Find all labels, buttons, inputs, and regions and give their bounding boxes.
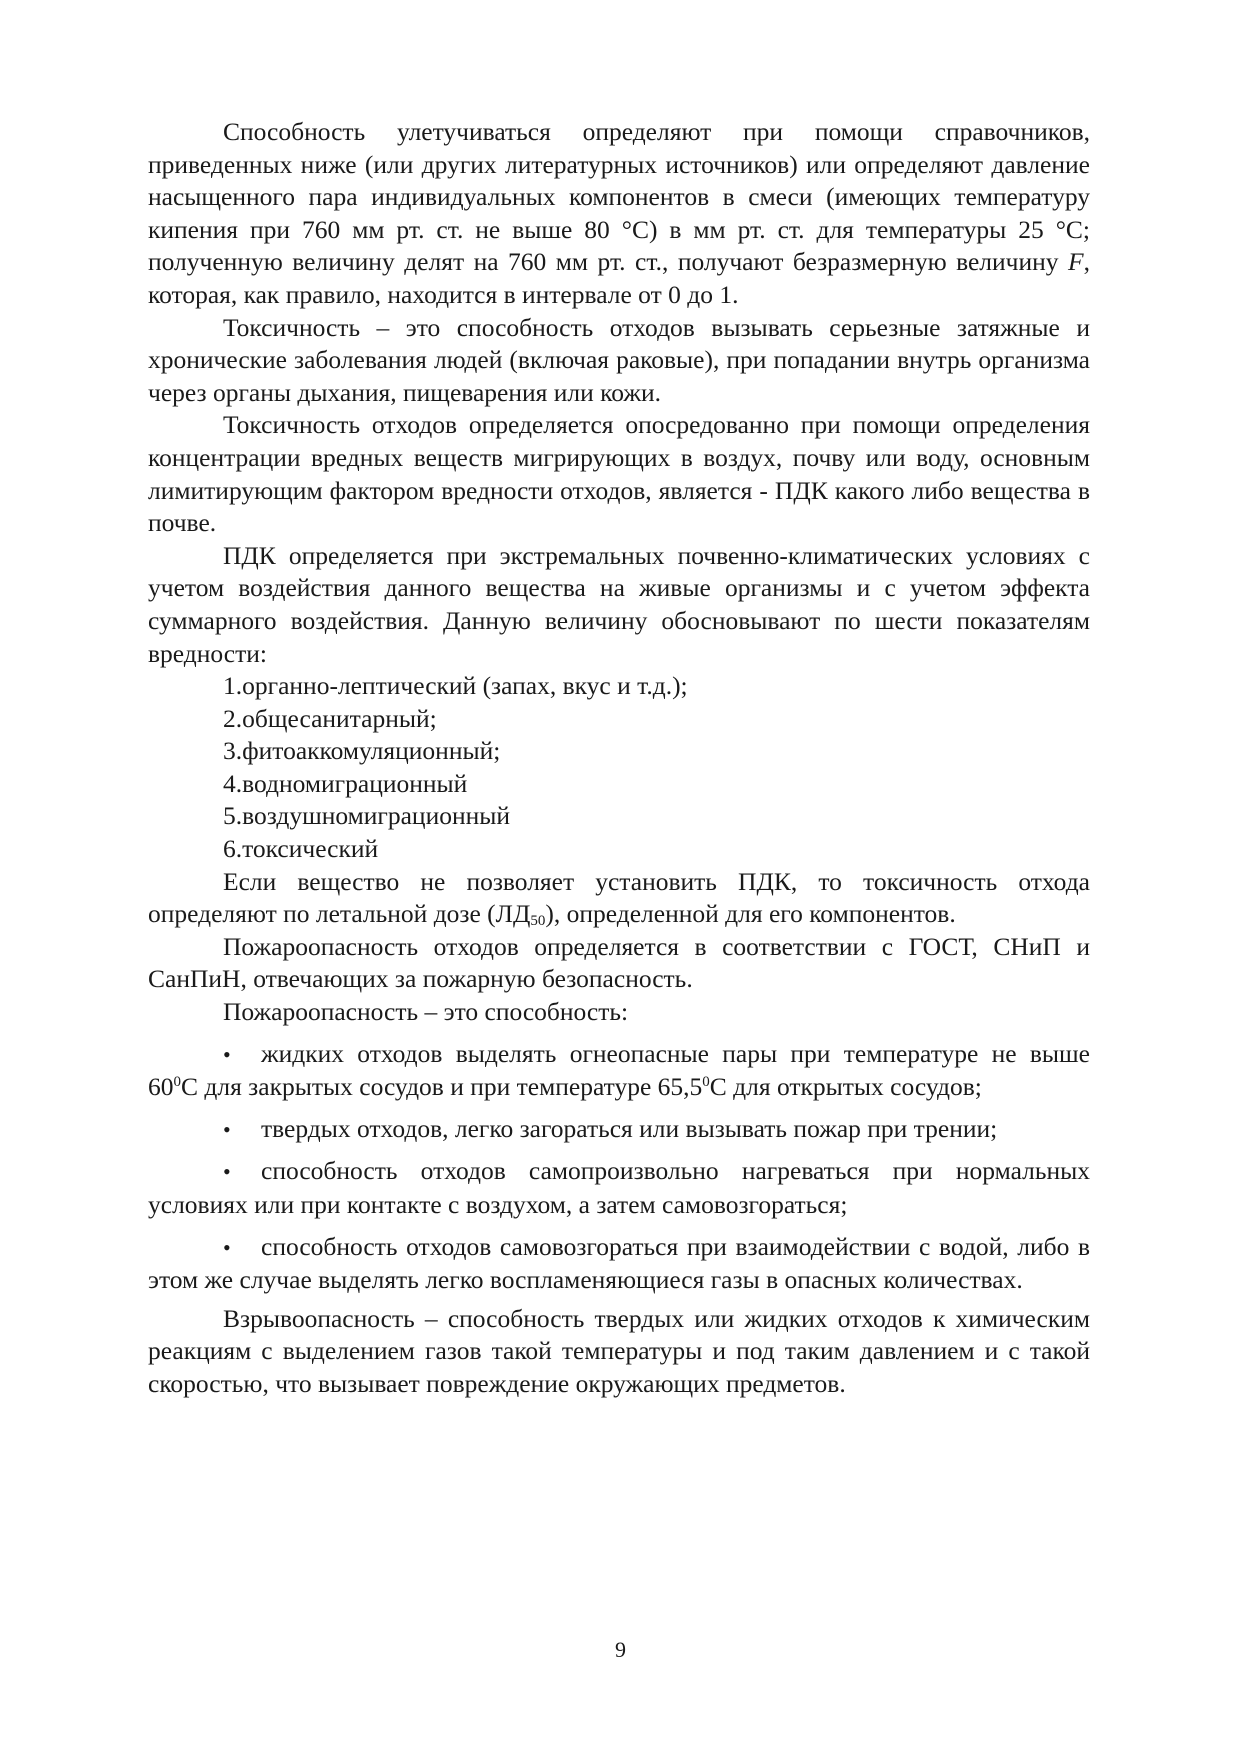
list-item: 4.водномиграционный [223,768,468,798]
paragraph-toxicity-definition: Токсичность – это способность отходов вызывать серьезные затяжные и хронические заболевания людей (включая раковые), при попадании внутрь организма через органы дыхания, пищеварения или кожи. [148,312,1090,407]
page-number: 9 [615,1637,626,1662]
paragraph-toxicity-method: Токсичность отходов определяется опосредованно при помощи определения концентрации вредных веществ мигрирующих в воздух, почву или воду, основным лимитирующим фактором вредности отходов, является - ПДК какого либо вещества в почве. [148,410,1090,538]
paragraph-fire-standards: Пожароопасность отходов определяется в соответствии с ГОСТ, СНиП и СанПиН, отвечающих за пожарную безопасность. [148,931,1090,994]
bullet-icon: • [223,1159,231,1185]
bullet-self-heating: • способность отходов самопроизвольно нагреваться при нормальных условиях или при контакте с воздухом, а затем самовозгораться; [148,1156,1090,1219]
bullet-icon: • [223,1116,231,1142]
paragraph-pdk: ПДК определяется при экстремальных почвенно-климатических условиях с учетом воздействия данного вещества на живые организмы и с учетом эффекта суммарного воздействия. Данную величину обосновывают по шести показателям вредности: [148,540,1090,668]
list-item: 3.фитоаккомуляционный; [223,736,501,766]
list-item: 1.органно-лептический (запах, вкус и т.д.); [223,671,688,701]
list-item: 2.общесанитарный; [223,703,437,733]
list-item: 6.токсический [223,834,379,864]
bullet-solid-waste: • твердых отходов, легко загораться или вызывать пожар при трении; [148,1113,1090,1147]
paragraph-fire-intro: Пожароопасность – это способность: [223,997,629,1027]
paragraph-volatility: Способность улетучиваться определяют при помощи справочников, приведенных ниже (или других литературных источников) или определяют давление насыщенного пара индивидуальных компонентов в смеси (имеющих температуру кипения при 760 мм рт. ст. не выше 80 °С) в мм рт. ст. для температуры 25 °С; полученную величину делят на 760 мм рт. ст., получают безразмерную величину F, которая, как правило, находится в интервале от 0 до 1. [148,117,1090,309]
paragraph-ld50: Если вещество не позволяет установить ПДК, то токсичность отхода определяют по летальной дозе $(ЛД_{50})$, определенной для его компонентов. [148,866,1090,930]
bullet-water-reactive: • способность отходов самовозгораться при взаимодействии с водой, либо в этом же случае выделять легко воспламеняющиеся газы в опасных количествах. [148,1231,1090,1295]
variable-f: F [1068,247,1084,277]
bullet-liquid-waste: • жидких отходов выделять огнеопасные пары при температуре не выше $60^0С$ для закрытых сосудов и при температуре 65,5$^0$С для открытых сосудов; [148,1038,1090,1102]
bullet-icon: • [223,1041,231,1067]
page-body [148,116,1090,1401]
harm-indicators-list [148,670,1090,866]
bullet-icon: • [223,1234,231,1260]
list-item: 5.воздушномиграционный [223,801,511,831]
paragraph-explosion: Взрывоопасность – способность твердых или жидких отходов к химическим реакциям с выделением газов такой температуры и под таким давлением и с такой скоростью, что вызывает повреждение окружающих предметов. [148,1303,1090,1398]
